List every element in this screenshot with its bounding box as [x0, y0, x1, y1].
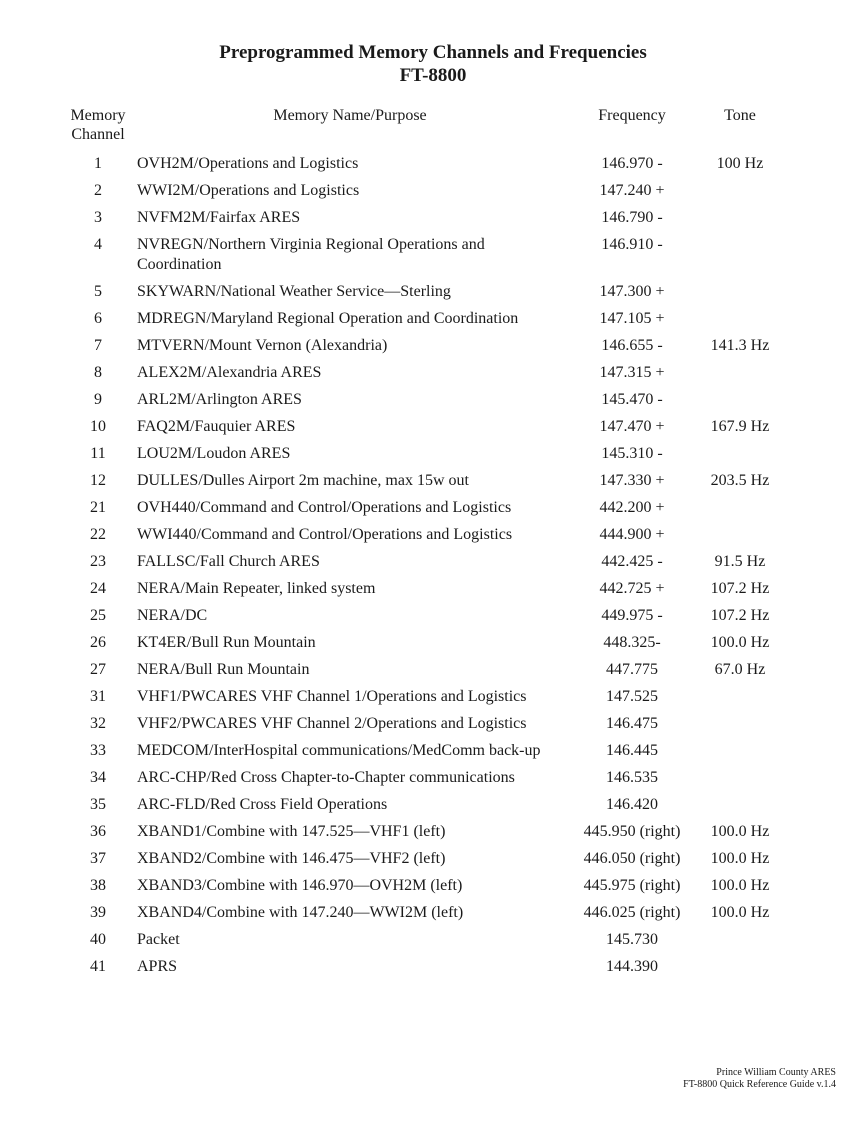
cell-memory-name: WWI2M/Operations and Logistics: [137, 182, 360, 199]
table-row: [60, 525, 800, 545]
cell-channel: 27: [90, 660, 106, 678]
cell-frequency: 447.775: [606, 660, 658, 678]
cell-frequency: 449.975 -: [601, 606, 663, 624]
cell-frequency: 147.300 +: [599, 282, 665, 300]
cell-memory-name: MEDCOM/InterHospital communications/MedComm back-up: [137, 741, 541, 759]
cell-memory-name: ARC-FLD/Red Cross Field Operations: [137, 795, 388, 813]
cell-memory-name: XBAND3/Combine with 146.970—OVH2M (left): [137, 876, 463, 894]
cell-memory-name: NERA/DC: [137, 606, 208, 624]
cell-tone: 100 Hz: [716, 155, 764, 172]
cell-memory-name: NVFM2M/Fairfax ARES: [137, 209, 301, 226]
header-channel-line-2: Channel: [71, 126, 125, 143]
cell-memory-name: APRS: [137, 957, 178, 975]
table-row: [60, 309, 800, 329]
cell-memory-name: DULLES/Dulles Airport 2m machine, max 15w out: [137, 471, 469, 489]
cell-frequency: 146.535: [606, 768, 658, 786]
table-row: [60, 552, 800, 572]
cell-frequency: 448.325-: [603, 633, 661, 651]
cell-channel: 10: [90, 417, 106, 435]
cell-channel: 34: [90, 768, 106, 786]
cell-tone: 100.0 Hz: [710, 822, 770, 840]
cell-frequency: 146.445: [606, 741, 658, 759]
cell-tone: 107.2 Hz: [710, 606, 770, 624]
table-row: [60, 714, 800, 734]
header-tone: Tone: [724, 107, 756, 124]
cell-memory-name: OVH2M/Operations and Logistics: [137, 155, 359, 172]
table-row: [60, 660, 800, 680]
cell-frequency: 145.310 -: [601, 444, 663, 462]
cell-channel: 4: [94, 236, 102, 253]
cell-memory-name: XBAND1/Combine with 147.525—VHF1 (left): [137, 822, 446, 840]
cell-memory-name: Packet: [137, 930, 180, 948]
cell-frequency: 145.730: [606, 930, 658, 948]
table-row: [60, 154, 800, 174]
cell-channel: 39: [90, 903, 106, 921]
cell-frequency: 446.025 (right): [583, 903, 681, 921]
cell-frequency: 147.525: [606, 687, 658, 705]
table-row: [60, 876, 800, 896]
cell-channel: 24: [90, 579, 106, 597]
cell-tone: 167.9 Hz: [710, 417, 770, 435]
header-memory-channel: [60, 106, 136, 144]
cell-channel: 40: [90, 930, 106, 948]
cell-frequency: 444.900 +: [599, 525, 665, 543]
cell-memory-name: NERA/Main Repeater, linked system: [137, 579, 376, 597]
cell-frequency: 442.725 +: [599, 579, 665, 597]
cell-memory-name: WWI440/Command and Control/Operations and Logistics: [137, 525, 513, 543]
cell-frequency: 146.790 -: [601, 209, 663, 226]
cell-channel: 5: [94, 282, 102, 300]
table-row: [60, 768, 800, 788]
table-row: [60, 282, 800, 302]
cell-memory-name: XBAND4/Combine with 147.240—WWI2M (left): [137, 903, 464, 921]
cell-memory-name: VHF1/PWCARES VHF Channel 1/Operations and Logistics: [137, 687, 527, 705]
footer-line-2: FT-8800 Quick Reference Guide v.1.4: [683, 1079, 836, 1090]
table-body: [60, 154, 800, 976]
cell-memory-name: OVH440/Command and Control/Operations and Logistics: [137, 498, 512, 516]
page-footer: [683, 1067, 836, 1091]
table-row: [60, 849, 800, 869]
table-row: [60, 606, 800, 626]
cell-frequency: 147.240 +: [599, 182, 665, 199]
cell-channel: 9: [94, 390, 102, 408]
cell-frequency: 446.050 (right): [583, 849, 681, 867]
table-row: [60, 390, 800, 410]
cell-memory-name: ALEX2M/Alexandria ARES: [137, 363, 322, 381]
table-row: [60, 687, 800, 707]
table-row: [60, 822, 800, 842]
cell-frequency: 146.910 -: [601, 236, 663, 253]
table-row: [60, 363, 800, 383]
table-row: [60, 208, 800, 228]
cell-frequency: 147.330 +: [599, 471, 665, 489]
cell-memory-name: VHF2/PWCARES VHF Channel 2/Operations and Logistics: [137, 714, 527, 732]
title-line-1: Preprogrammed Memory Channels and Frequencies: [219, 42, 647, 63]
table-row: [60, 930, 800, 950]
cell-channel: 37: [90, 849, 106, 867]
cell-frequency: 146.970 -: [601, 155, 663, 172]
cell-channel: 2: [94, 182, 102, 199]
cell-frequency: 146.655 -: [601, 336, 663, 354]
cell-channel: 31: [90, 687, 106, 705]
table-row: [60, 181, 800, 201]
cell-channel: 7: [94, 336, 102, 354]
cell-channel: 23: [90, 552, 106, 570]
cell-frequency: 146.420: [606, 795, 658, 813]
table-row: [60, 903, 800, 923]
cell-memory-name: FALLSC/Fall Church ARES: [137, 552, 320, 570]
cell-memory-name: MDREGN/Maryland Regional Operation and Coordination: [137, 309, 519, 327]
cell-frequency: 442.425 -: [601, 552, 663, 570]
cell-frequency: 445.950 (right): [583, 822, 681, 840]
cell-channel: 32: [90, 714, 106, 732]
cell-tone: 100.0 Hz: [710, 849, 770, 867]
cell-tone: 100.0 Hz: [710, 903, 770, 921]
table-row: [60, 235, 800, 274]
table-row: [60, 471, 800, 491]
cell-memory-name: ARC-CHP/Red Cross Chapter-to-Chapter communications: [137, 768, 515, 786]
header-frequency: Frequency: [598, 107, 666, 124]
footer-line-1: Prince William County ARES: [716, 1067, 836, 1078]
cell-frequency: 445.975 (right): [583, 876, 681, 894]
cell-channel: 26: [90, 633, 106, 651]
cell-tone: 141.3 Hz: [710, 336, 770, 354]
cell-tone: 203.5 Hz: [710, 471, 770, 489]
table-row: [60, 498, 800, 518]
header-memory-name: Memory Name/Purpose: [273, 107, 427, 124]
cell-channel: 33: [90, 741, 106, 759]
table-row: [60, 336, 800, 356]
cell-memory-name: MTVERN/Mount Vernon (Alexandria): [137, 336, 388, 354]
table-row: [60, 795, 800, 815]
cell-tone: 67.0 Hz: [714, 660, 766, 678]
cell-tone: 107.2 Hz: [710, 579, 770, 597]
header-channel-line-1: Memory: [70, 107, 126, 124]
table-row: [60, 444, 800, 464]
channel-table: [60, 106, 800, 984]
cell-channel: 8: [94, 363, 102, 381]
cell-frequency: 144.390: [606, 957, 658, 975]
cell-frequency: 147.105 +: [599, 309, 665, 327]
cell-channel: 22: [90, 525, 106, 543]
table-row: [60, 957, 800, 977]
cell-channel: 3: [94, 209, 102, 226]
cell-channel: 12: [90, 471, 106, 489]
cell-frequency: 145.470 -: [601, 390, 663, 408]
cell-tone: 91.5 Hz: [714, 552, 766, 570]
cell-frequency: 147.470 +: [599, 417, 665, 435]
cell-memory-name: KT4ER/Bull Run Mountain: [137, 633, 316, 651]
title-line-2: FT-8800: [399, 65, 467, 86]
cell-memory-name: LOU2M/Loudon ARES: [137, 444, 291, 462]
table-header: [60, 106, 800, 154]
cell-memory-name: SKYWARN/National Weather Service—Sterling: [137, 282, 451, 300]
table-row: [60, 633, 800, 653]
table-row: [60, 417, 800, 437]
cell-channel: 11: [90, 444, 106, 462]
cell-channel: 41: [90, 957, 106, 975]
cell-channel: 6: [94, 309, 102, 327]
cell-memory-name: NERA/Bull Run Mountain: [137, 660, 310, 678]
cell-memory-name: NVREGN/Northern Virginia Regional Operations and Coordination: [137, 236, 485, 273]
cell-memory-name: XBAND2/Combine with 146.475—VHF2 (left): [137, 849, 446, 867]
table-row: [60, 579, 800, 599]
cell-channel: 21: [90, 498, 106, 516]
cell-channel: 36: [90, 822, 106, 840]
cell-tone: 100.0 Hz: [710, 633, 770, 651]
cell-channel: 38: [90, 876, 106, 894]
cell-channel: 25: [90, 606, 106, 624]
table-row: [60, 741, 800, 761]
document-title: [0, 41, 866, 87]
cell-channel: 35: [90, 795, 106, 813]
cell-channel: 1: [94, 155, 102, 172]
cell-memory-name: ARL2M/Arlington ARES: [137, 390, 302, 408]
cell-tone: 100.0 Hz: [710, 876, 770, 894]
cell-frequency: 442.200 +: [599, 498, 665, 516]
cell-frequency: 147.315 +: [599, 363, 665, 381]
cell-memory-name: FAQ2M/Fauquier ARES: [137, 417, 296, 435]
cell-frequency: 146.475: [606, 714, 658, 732]
